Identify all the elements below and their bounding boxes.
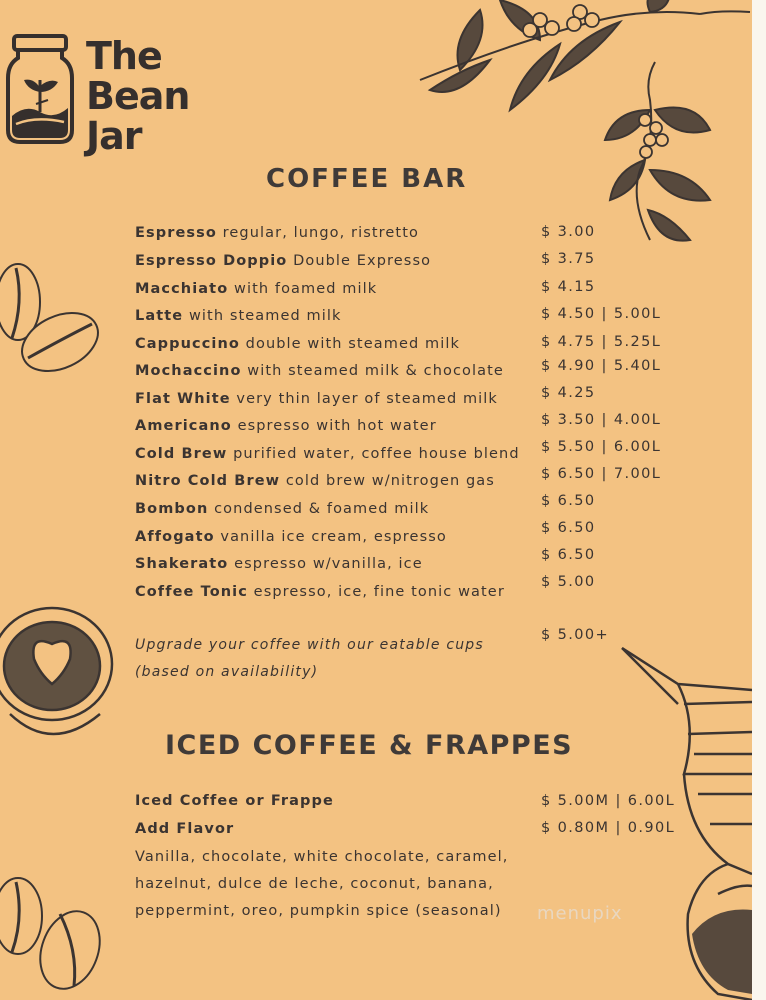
item-price: $ 4.90 | 5.40L bbox=[541, 358, 662, 374]
item-description: with foamed milk bbox=[234, 281, 378, 297]
item-price: $ 3.75 bbox=[541, 251, 596, 267]
brand-line-bean: Bean bbox=[86, 74, 190, 118]
item-price: $ 6.50 | 7.00L bbox=[541, 466, 662, 482]
item-description: very thin layer of steamed milk bbox=[236, 391, 498, 407]
item-price: $ 6.50 bbox=[541, 493, 596, 509]
upgrade-price: $ 5.00+ bbox=[541, 627, 610, 643]
menu-item-row bbox=[135, 473, 495, 489]
item-name: Affogato bbox=[135, 529, 215, 545]
iced-coffee-title: ICED COFFEE & FRAPPES bbox=[165, 730, 574, 761]
menu-item-add-flavor bbox=[135, 821, 234, 837]
item-price: $ 6.50 bbox=[541, 520, 596, 536]
menu-item-row bbox=[135, 584, 505, 600]
item-price: $ 0.80M | 0.90L bbox=[541, 820, 676, 836]
menu-item-row bbox=[135, 336, 460, 352]
item-description: with steamed milk bbox=[188, 308, 342, 324]
item-name: Espresso Doppio bbox=[135, 253, 288, 269]
menu-item-row bbox=[135, 446, 520, 462]
coffee-beans-icon bbox=[0, 262, 104, 380]
item-description: with steamed milk & chocolate bbox=[247, 363, 504, 379]
item-name: Nitro Cold Brew bbox=[135, 473, 281, 489]
item-description: purified water, coffee house blend bbox=[233, 446, 520, 462]
item-name: Add Flavor bbox=[135, 821, 235, 837]
brand-line-the: The bbox=[86, 34, 162, 78]
item-price: $ 5.00 bbox=[541, 574, 596, 590]
watermark: menupix bbox=[537, 903, 623, 924]
flavor-list-line: Vanilla, chocolate, white chocolate, caramel, bbox=[135, 849, 509, 865]
flavor-list-line: hazelnut, dulce de leche, coconut, banana, bbox=[135, 876, 494, 892]
item-description: regular, lungo, ristretto bbox=[222, 225, 419, 241]
item-price: $ 6.50 bbox=[541, 547, 596, 563]
coffee-bar-title: COFFEE BAR bbox=[266, 164, 468, 194]
menu-item-row bbox=[135, 281, 377, 297]
item-description: double with steamed milk bbox=[245, 336, 460, 352]
item-description: Double Expresso bbox=[293, 253, 432, 269]
menu-item-iced-coffee bbox=[135, 793, 334, 809]
item-description: espresso w/vanilla, ice bbox=[234, 556, 423, 572]
item-description: condensed & foamed milk bbox=[214, 501, 430, 517]
item-price: $ 4.75 | 5.25L bbox=[541, 334, 662, 350]
menu-item-row bbox=[135, 501, 429, 517]
item-name: Espresso bbox=[135, 225, 217, 241]
menu-item-row bbox=[135, 391, 498, 407]
item-name: Macchiato bbox=[135, 281, 229, 297]
item-name: Cappuccino bbox=[135, 336, 240, 352]
item-price: $ 4.15 bbox=[541, 279, 596, 295]
item-name: Iced Coffee or Frappe bbox=[135, 793, 334, 809]
item-name: Mochaccino bbox=[135, 363, 242, 379]
item-description: espresso with hot water bbox=[237, 418, 437, 434]
item-price: $ 3.50 | 4.00L bbox=[541, 412, 662, 428]
item-name: Bombon bbox=[135, 501, 209, 517]
item-description: cold brew w/nitrogen gas bbox=[285, 473, 495, 489]
flavor-list-line: peppermint, oreo, pumpkin spice (seasonal) bbox=[135, 903, 502, 919]
coffee-branch-icon bbox=[400, 0, 750, 250]
item-price: $ 4.25 bbox=[541, 385, 596, 401]
item-name: Latte bbox=[135, 308, 184, 324]
item-price: $ 5.00M | 6.00L bbox=[541, 793, 676, 809]
item-name: Coffee Tonic bbox=[135, 584, 248, 600]
item-price: $ 3.00 bbox=[541, 224, 596, 240]
menu-item-row bbox=[135, 308, 342, 324]
menu-item-row bbox=[135, 556, 423, 572]
upgrade-availability-note: (based on availability) bbox=[135, 664, 319, 680]
brand-line-jar: Jar bbox=[86, 114, 142, 158]
menu-item-row bbox=[135, 363, 504, 379]
item-description: vanilla ice cream, espresso bbox=[220, 529, 447, 545]
menu-item-row bbox=[135, 418, 437, 434]
menu-item-row bbox=[135, 253, 431, 269]
item-name: Flat White bbox=[135, 391, 231, 407]
menu-item-row bbox=[135, 529, 447, 545]
mason-jar-sprout-icon bbox=[6, 34, 74, 146]
latte-art-cup-icon bbox=[0, 604, 120, 754]
item-name: Cold Brew bbox=[135, 446, 228, 462]
upgrade-note: Upgrade your coffee with our eatable cups bbox=[135, 637, 484, 653]
item-description: espresso, ice, fine tonic water bbox=[253, 584, 505, 600]
coffee-beans-icon bbox=[0, 878, 112, 990]
item-price: $ 5.50 | 6.00L bbox=[541, 439, 662, 455]
page-edge bbox=[752, 0, 766, 1000]
item-name: Shakerato bbox=[135, 556, 229, 572]
item-name: Americano bbox=[135, 418, 232, 434]
item-price: $ 4.50 | 5.00L bbox=[541, 306, 662, 322]
menu-item-row bbox=[135, 225, 419, 241]
